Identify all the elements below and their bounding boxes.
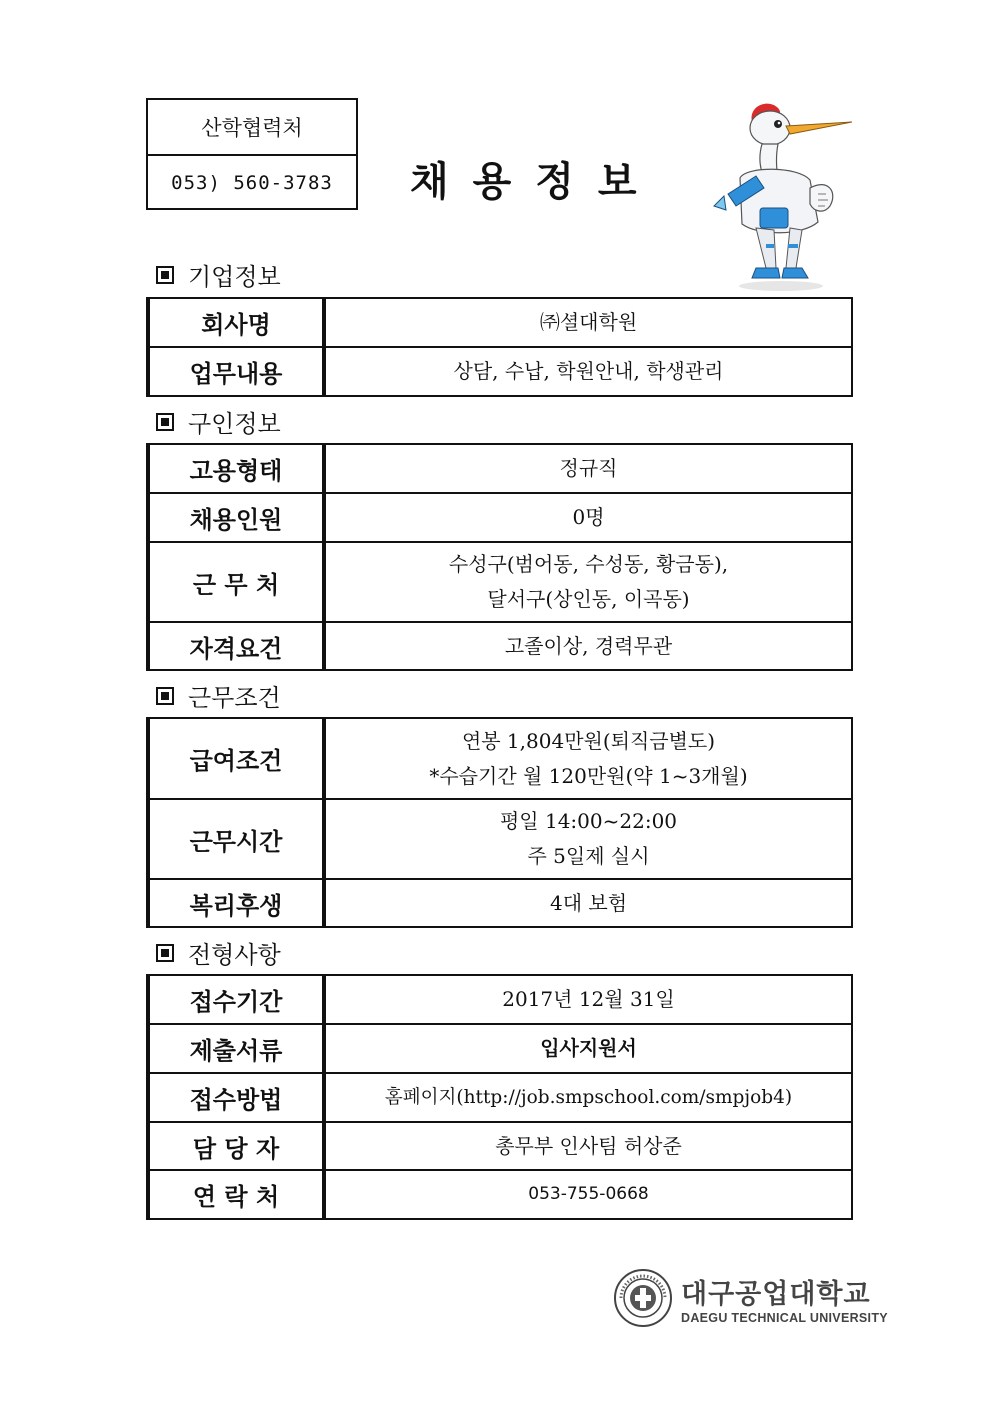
row-label: 급여조건 [148, 718, 324, 799]
value-line: 수성구(범어동, 수성동, 황금동), [448, 552, 729, 576]
row-label: 근무시간 [148, 799, 324, 879]
row-label: 채용인원 [148, 493, 324, 542]
company-info-table [146, 297, 853, 397]
table-row [148, 799, 852, 879]
row-label: 접수기간 [148, 975, 324, 1024]
section-title: 전형사항 [188, 941, 281, 969]
row-value: 정규직 [324, 444, 852, 493]
crane-mascot-illustration [706, 96, 856, 292]
row-value: 2017년 12월 31일 [324, 975, 852, 1024]
row-label: 업무내용 [148, 347, 324, 396]
contact-box [146, 98, 358, 210]
table-row [148, 1024, 852, 1073]
section-heading-conditions [156, 678, 281, 713]
row-value: 입사지원서 [324, 1024, 852, 1073]
row-value [324, 799, 852, 879]
row-label: 복리후생 [148, 879, 324, 927]
row-value: 0명 [324, 493, 852, 542]
conditions-info-table [146, 717, 853, 928]
row-label: 접수방법 [148, 1073, 324, 1122]
university-logo [613, 1268, 888, 1328]
row-value: 홈페이지(http://job.smpschool.com/smpjob4) [324, 1073, 852, 1122]
table-row [148, 622, 852, 670]
row-label: 회사명 [148, 298, 324, 347]
table-row [148, 542, 852, 622]
value-line: 연봉 1,804만원(퇴직금별도) [461, 728, 716, 753]
section-heading-selection [156, 935, 281, 970]
page-title: 채용정보 [410, 159, 661, 205]
row-value: 053-755-0668 [324, 1170, 852, 1219]
row-value: 상담, 수납, 학원안내, 학생관리 [324, 347, 852, 396]
table-row [148, 975, 852, 1024]
row-label: 제출서류 [148, 1024, 324, 1073]
row-label: 담 당 자 [148, 1122, 324, 1170]
row-value [324, 542, 852, 622]
row-label: 근 무 처 [148, 542, 324, 622]
table-row [148, 879, 852, 927]
row-label: 자격요건 [148, 622, 324, 670]
filled-square-icon [156, 687, 174, 705]
table-row [148, 298, 852, 347]
value-line: *수습기간 월 120만원(약 1~3개월) [429, 763, 748, 788]
value-line: 평일 14:00~22:00 [499, 809, 678, 833]
row-label: 고용형태 [148, 444, 324, 493]
section-heading-recruit [156, 404, 281, 439]
university-name [681, 1272, 888, 1325]
table-row [148, 347, 852, 396]
filled-square-icon [156, 266, 174, 284]
section-heading-company [156, 257, 281, 292]
row-value: 총무부 인사팀 허상준 [324, 1122, 852, 1170]
filled-square-icon [156, 944, 174, 962]
university-name-ko: 대구공업대학교 [681, 1278, 871, 1310]
value-line: 주 5일제 실시 [527, 844, 650, 868]
row-value [324, 718, 852, 799]
table-row [148, 493, 852, 542]
table-row [148, 1170, 852, 1219]
filled-square-icon [156, 413, 174, 431]
university-name-en: DAEGU TECHNICAL UNIVERSITY [681, 1310, 888, 1325]
row-value: 고졸이상, 경력무관 [324, 622, 852, 670]
table-row [148, 1122, 852, 1170]
table-row [148, 718, 852, 799]
contact-label: 산학협력처 [201, 116, 303, 140]
value-line: 달서구(상인동, 이곡동) [487, 587, 690, 611]
table-row [148, 1073, 852, 1122]
section-title: 근무조건 [188, 684, 281, 712]
selection-info-table [146, 974, 853, 1220]
table-row [148, 444, 852, 493]
row-label: 연 락 처 [148, 1170, 324, 1219]
row-value: ㈜셜대학원 [324, 298, 852, 347]
row-value: 4대 보험 [324, 879, 852, 927]
section-title: 기업정보 [188, 263, 281, 291]
contact-phone: 053) 560-3783 [148, 154, 356, 210]
university-seal-icon [613, 1268, 673, 1328]
section-title: 구인정보 [188, 410, 281, 438]
recruit-info-table [146, 443, 853, 671]
